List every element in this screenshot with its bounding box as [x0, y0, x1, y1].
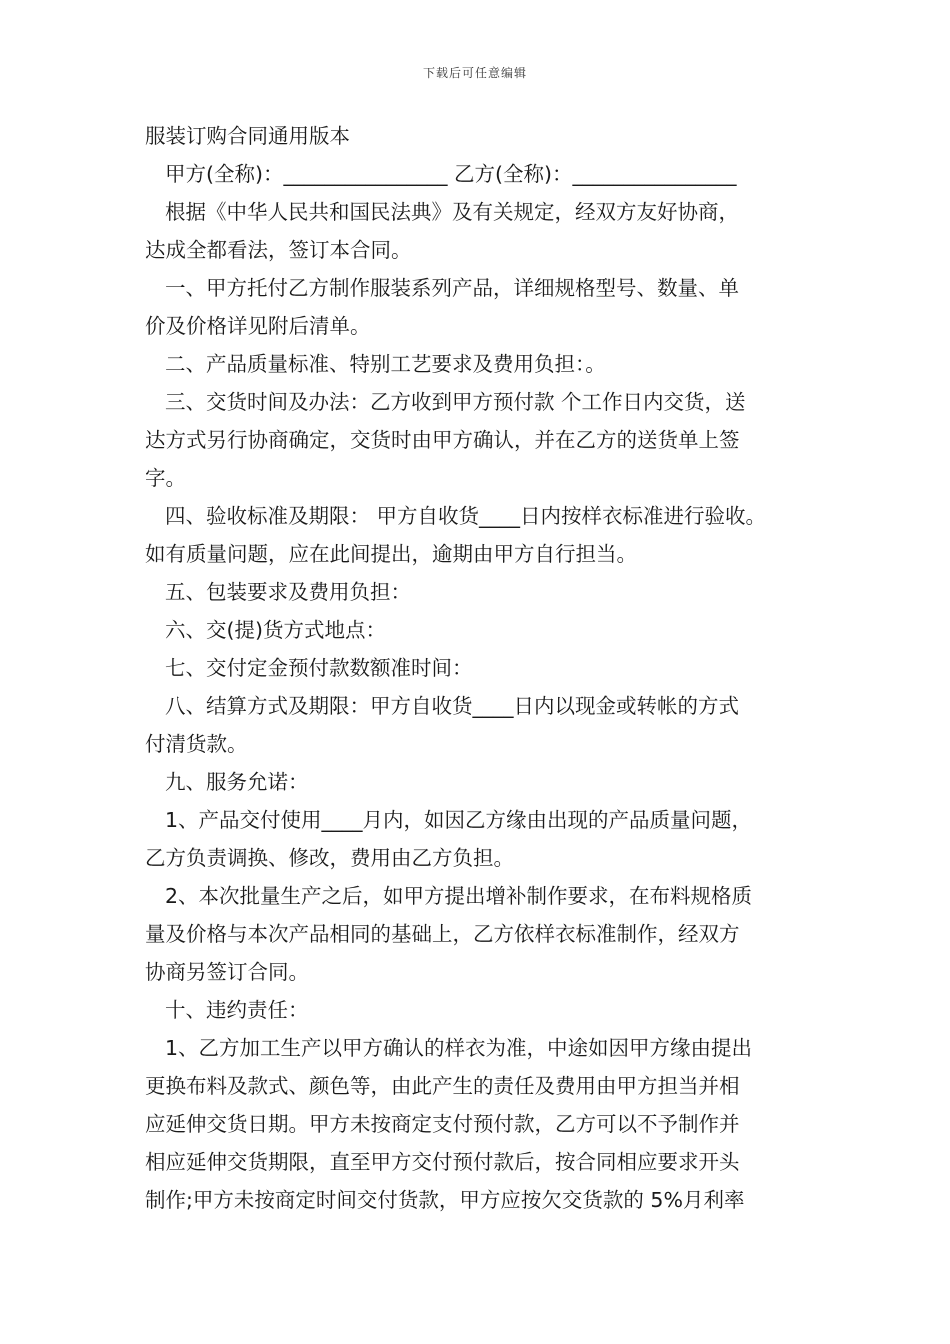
clause-2-line: 二、产品质量标准、特别工艺要求及费用负担：。 [165, 352, 606, 376]
clause-3-line: 字。 [145, 466, 186, 490]
clause-10-item-1-line: 更换布料及款式、颜色等，由此产生的责任及费用由甲方担当并相 [145, 1074, 740, 1098]
clause-9-item-2-line: 2、本次批量生产之后，如甲方提出增补制作要求，在布料规格质 [165, 884, 753, 908]
clause-8-line: 八、结算方式及期限：甲方自收货____日内以现金或转帐的方式 [165, 694, 739, 718]
clause-9-item-1-line: 乙方负责调换、修改，费用由乙方负担。 [145, 846, 514, 870]
clause-10-item-1-line: 1、乙方加工生产以甲方确认的样衣为准，中途如因甲方缘由提出 [165, 1036, 753, 1060]
contract-body [145, 117, 817, 1219]
clause-6-line: 六、交(提)货方式地点： [165, 618, 386, 642]
clause-3-line: 达方式另行协商确定，交货时由甲方确认，并在乙方的送货单上签 [145, 428, 740, 452]
clause-10-heading: 十、违约责任： [165, 998, 309, 1022]
clause-3-line: 三、交货时间及办法：乙方收到甲方预付款 个工作日内交货，送 [165, 390, 746, 414]
clause-1-line: 一、甲方托付乙方制作服装系列产品，详细规格型号、数量、单 [165, 276, 739, 300]
clause-5-line: 五、包装要求及费用负担： [165, 580, 411, 604]
preamble-line: 根据《中华人民共和国民法典》及有关规定，经双方友好协商， [165, 200, 739, 224]
preamble-line: 达成全都看法，签订本合同。 [145, 238, 412, 262]
clause-9-item-2-line: 协商另签订合同。 [145, 960, 309, 984]
clause-10-item-1-line: 相应延伸交货期限，直至甲方交付预付款后，按合同相应要求开头 [145, 1150, 740, 1174]
doc-title: 服装订购合同通用版本 [145, 124, 350, 148]
clause-9-item-2-line: 量及价格与本次产品相同的基础上，乙方依样衣标准制作，经双方 [145, 922, 740, 946]
clause-4-line: 四、验收标准及期限： 甲方自收货____日内按样衣标准进行验收。 [165, 504, 767, 528]
clause-9-heading: 九、服务允诺： [165, 770, 309, 794]
clause-10-item-1-line: 应延伸交货日期。甲方未按商定支付预付款，乙方可以不予制作并 [145, 1112, 740, 1136]
clause-1-line: 价及价格详见附后清单。 [145, 314, 371, 338]
page-header-note: 下载后可任意编辑 [422, 66, 527, 80]
clause-8-line: 付清货款。 [145, 732, 248, 756]
clause-9-item-1-line: 1、产品交付使用____月内，如因乙方缘由出现的产品质量问题， [165, 808, 753, 832]
clause-7-line: 七、交付定金预付款数额准时间： [165, 656, 473, 680]
clause-10-item-1-line: 制作;甲方未按商定时间交付货款，甲方应按欠交货款的 5%月利率 [145, 1188, 745, 1212]
party-names-line: 甲方(全称)：________________ 乙方(全称)：________________ [165, 162, 737, 186]
clause-4-line: 如有质量问题，应在此间提出，逾期由甲方自行担当。 [145, 542, 637, 566]
